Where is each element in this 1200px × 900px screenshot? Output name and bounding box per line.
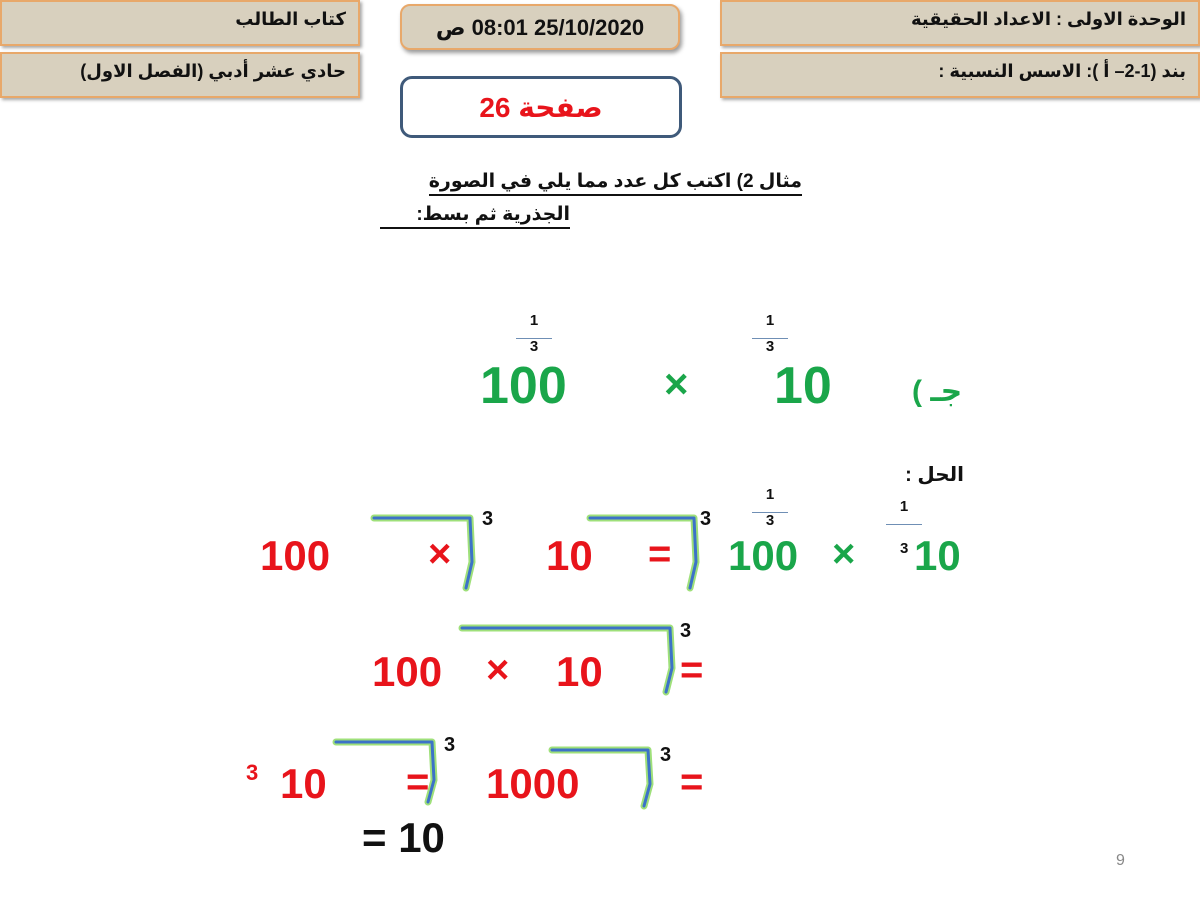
row1-exponent-fraction-10: 1 (886, 498, 922, 541)
grade-label: حادي عشر أدبي (الفصل الاول) (80, 61, 346, 81)
row2-value-10: 10 (556, 648, 603, 695)
row2-equals: = (680, 648, 704, 692)
row2-radical-index: 3 (680, 620, 692, 642)
row1-exponent-fraction-100: 1 3 (752, 486, 788, 529)
datetime-box (400, 4, 680, 50)
row2-times: × (486, 648, 510, 692)
grade-label-box (0, 52, 360, 98)
row1-radical-index-2: 3 (700, 508, 712, 530)
unit-title-box (720, 0, 1200, 46)
row3-equals-left: = (406, 760, 430, 804)
book-label: كتاب الطالب (235, 9, 346, 29)
page-number-text: صفحة 26 (479, 92, 603, 123)
row1-radicand-100: 100 (260, 532, 331, 579)
problem-base-10: 10 (774, 357, 832, 415)
row1-exponent-den-10: 3 (900, 540, 909, 557)
row1-times-red: × (428, 532, 452, 576)
part-label: جـ ) (912, 375, 963, 408)
exponent-fraction-10: 1 3 (752, 312, 788, 355)
example-line-1: مثال 2) اكتب كل عدد مما يلي في الصورة (429, 170, 802, 196)
row1-radicand-10: 10 (546, 532, 593, 579)
problem-times: × (664, 360, 689, 407)
solution-label: الحل : (905, 464, 964, 486)
book-label-box (0, 0, 360, 46)
row3-value-1000: 1000 (486, 760, 580, 807)
row1-radical-index-1: 3 (482, 508, 494, 530)
row1-times-green: × (832, 532, 856, 576)
row3-radical-index-left: 3 (444, 734, 456, 756)
row1-equals: = (648, 532, 672, 576)
row3-radical-index-right: 3 (660, 744, 672, 766)
section-title-box (720, 52, 1200, 98)
datetime-text: 25/10/2020 08:01 ص (435, 15, 645, 40)
row1-base-100: 100 (728, 532, 799, 579)
slide-number: 9 (1116, 852, 1125, 869)
unit-title: الوحدة الاولى : الاعداد الحقيقية (910, 9, 1186, 29)
section-title: بند (1-2– أ ): الاسس النسبية : (938, 61, 1186, 81)
row3-power-exponent: 3 (246, 760, 259, 785)
row3-equals-right: = (680, 760, 704, 804)
exponent-fraction-100: 1 3 (516, 312, 552, 355)
row1-base-10: 10 (914, 532, 961, 579)
page-number-box (400, 76, 682, 138)
row3-power-base: 10 (280, 760, 327, 807)
row2-value-100: 100 (372, 648, 443, 695)
final-result: = 10 (362, 814, 445, 861)
example-line-2: الجذرية ثم بسط: (380, 203, 570, 229)
problem-base-100: 100 (480, 357, 567, 415)
